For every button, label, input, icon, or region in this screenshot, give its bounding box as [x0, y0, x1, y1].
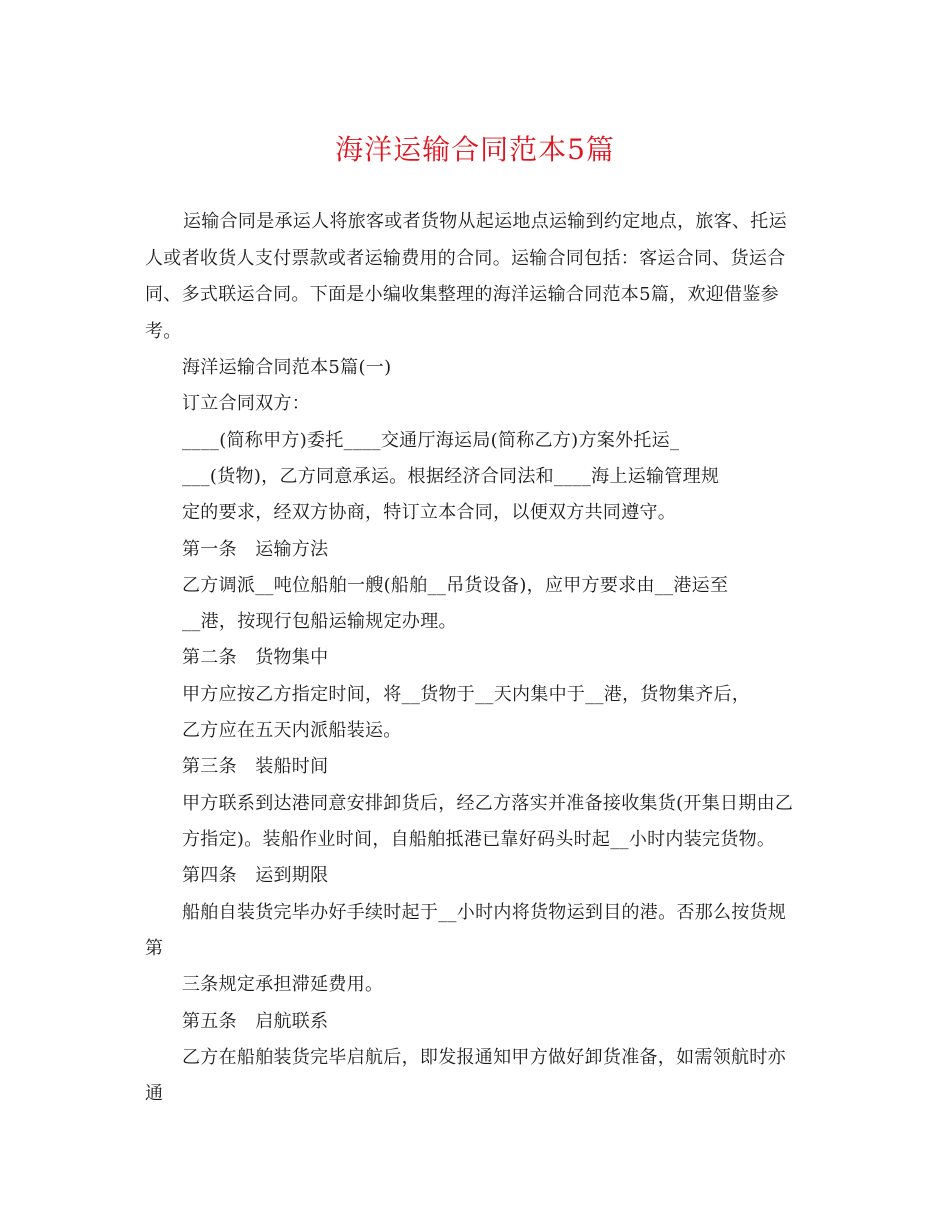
intro-paragraph: 运输合同是承运人将旅客或者货物从起运地点运输到约定地点，旅客、托运人或者收货人支付票款或者运输费用的合同。运输合同包括：客运合同、货运合同、多式联运合同。下面是小编收集整理的海洋运输合同范本5篇，欢迎借鉴参考。 [145, 211, 787, 342]
text-line: 乙方调派__吨位船舶一艘(船舶__吊货设备)，应甲方要求由__港运至 [182, 575, 729, 596]
text-line: 定的要求，经双方协商，特订立本合同，以便双方共同遵守。 [182, 502, 677, 523]
article-heading: 第三条 装船时间 [182, 756, 329, 777]
section-heading: 海洋运输合同范本5篇(一) [182, 357, 392, 378]
text-line: __港，按现行包船运输规定办理。 [182, 611, 457, 632]
text-line: 甲方联系到达港同意安排卸货后，经乙方落实并准备接收集货(开集日期由乙 [182, 793, 794, 814]
text-line: 方指定)。装船作业时间，自船舶抵港已靠好码头时起__小时内装完货物。 [182, 829, 776, 850]
text-line: ____(简称甲方)委托____交通厅海运局(简称乙方)方案外托运_ [182, 430, 680, 451]
article-heading: 第一条 运输方法 [182, 539, 329, 560]
document-title: 海洋运输合同范本5篇 [335, 133, 615, 166]
article-heading: 第二条 货物集中 [182, 647, 329, 668]
text-line: 甲方应按乙方指定时间，将__货物于__天内集中于__港，货物集齐后， [182, 684, 751, 705]
article-heading: 第五条 启航联系 [182, 1011, 329, 1032]
text-line: ___(货物)，乙方同意承运。根据经济合同法和____海上运输管理规 [182, 466, 720, 487]
article-heading: 第四条 运到期限 [182, 865, 329, 886]
text-line: 通 [145, 1083, 164, 1104]
text-line: 船舶自装货完毕办好手续时起于__小时内将货物运到目的港。否那么按货规 [182, 902, 787, 923]
text-line: 订立合同双方： [182, 393, 311, 414]
text-line: 乙方在船舶装货完毕启航后，即发报通知甲方做好卸货准备，如需领航时亦 [182, 1047, 786, 1068]
text-line: 乙方应在五天内派船装运。 [182, 720, 402, 741]
text-line: 第 [145, 938, 164, 959]
text-line: 三条规定承担滞延费用。 [182, 974, 384, 995]
